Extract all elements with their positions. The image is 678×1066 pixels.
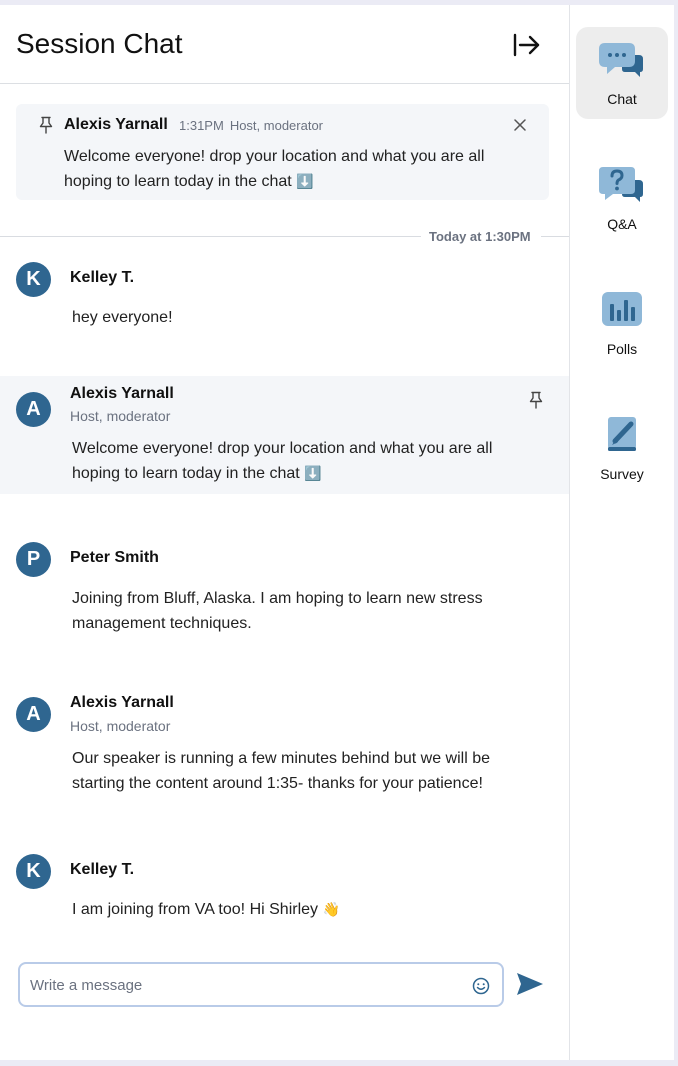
date-divider-label: Today at 1:30PM [421,229,541,244]
chat-bubbles-icon [599,41,645,81]
pin-icon [528,391,544,409]
rail-item-polls[interactable] [576,277,668,369]
chat-panel [0,5,569,1060]
avatar[interactable]: K [16,262,51,297]
bar-chart-icon [599,291,645,331]
unpin-close-button[interactable] [512,117,528,133]
message-author: Alexis Yarnall [70,694,174,711]
message-author: Kelley T. [70,269,135,286]
pinned-text: Welcome everyone! drop your location and what you are all hoping to learn today in the chat ⬇️ [64,144,534,194]
message-text: Our speaker is running a few minutes behind but we will be starting the content around 1:35- thanks for your patience! [72,750,490,792]
rail-label: Polls [606,341,638,357]
emoji-picker-button[interactable] [472,977,490,995]
chat-message-hovered [0,376,569,494]
send-button[interactable] [516,971,544,997]
rail-item-qa[interactable] [576,152,668,244]
rail-label: Survey [600,466,644,482]
pinned-author: Alexis Yarnall [64,116,168,133]
avatar[interactable]: P [16,542,51,577]
chat-message [0,540,569,650]
message-input[interactable] [30,973,460,997]
avatar[interactable]: K [16,854,51,889]
down-arrow-emoji: ⬇️ [296,173,314,189]
page-title: Session Chat [16,28,183,59]
down-arrow-emoji: ⬇️ [304,465,322,481]
rail-label: Chat [607,91,637,107]
pinned-time: 1:31PM [179,118,224,133]
rail-label: Q&A [607,216,637,232]
pinned-meta [179,118,323,133]
pinned-role: Host, moderator [229,118,324,133]
message-role: Host, moderator [70,408,171,424]
message-author: Alexis Yarnall [70,385,174,402]
chat-message [0,691,569,811]
collapse-panel-button[interactable] [510,31,542,59]
rail-item-survey[interactable] [576,402,668,494]
pin-icon [38,116,54,134]
chat-message [0,853,569,933]
chat-header [0,5,569,84]
chat-message [0,253,569,363]
arrow-right-to-line-icon [510,31,542,59]
message-text: I am joining from VA too! Hi Shirley 👋 [72,897,542,922]
waving-hand-emoji: 👋 [322,901,340,917]
message-text: Welcome everyone! drop your location and what you are all hoping to learn today in the chat ⬇️ [72,436,542,486]
message-text: Joining from Bluff, Alaska. I am hoping to learn new stress management techniques. [72,590,483,632]
question-bubble-icon [599,166,645,206]
send-arrow-icon [516,971,544,997]
message-text: hey everyone! [72,309,173,326]
pencil-note-icon [599,416,645,456]
rail-item-chat[interactable] [576,27,668,119]
session-chat-window [0,5,674,1060]
close-icon [512,117,528,133]
message-role: Host, moderator [70,718,171,734]
pin-message-button[interactable] [528,391,544,409]
activity-rail [569,5,674,1060]
pinned-message [16,104,549,200]
message-author: Kelley T. [70,861,135,878]
avatar[interactable]: A [16,392,51,427]
avatar[interactable]: A [16,697,51,732]
smiley-icon [472,977,490,995]
message-composer [18,962,504,1007]
message-author: Peter Smith [70,549,159,566]
